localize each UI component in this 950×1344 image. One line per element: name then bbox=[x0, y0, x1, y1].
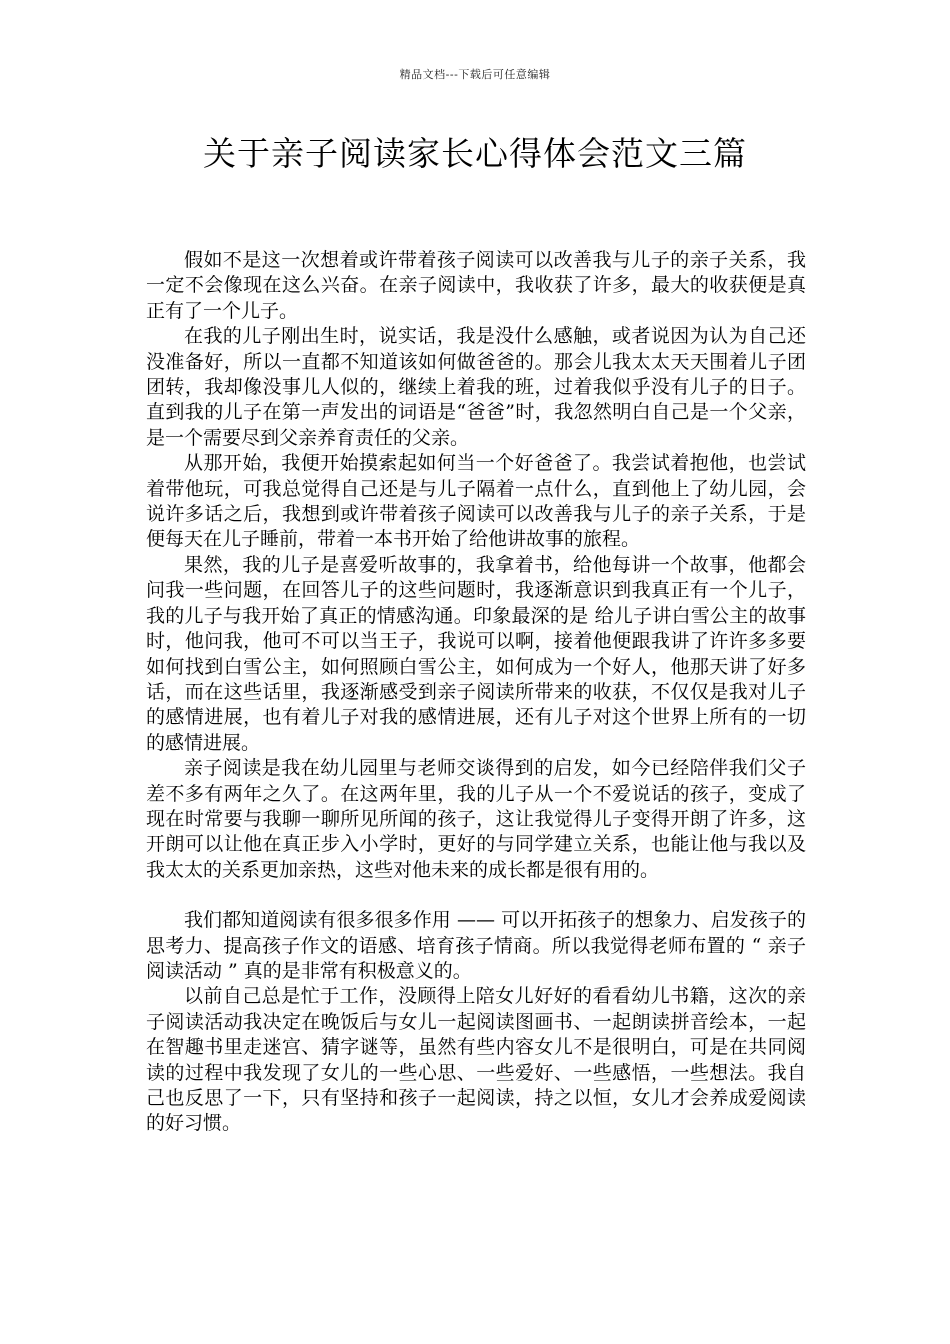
paragraph: 果然，我的儿子是喜爱听故事的，我拿着书，给他每讲一个故事，他都会问我一些问题，在回答儿子的这些问题时，我逐渐意识到我真正有一个儿子，我的儿子与我开始了真正的情感沟通。印象最深的是 给儿子讲白雪公主的故事时，他问我，他可不可以当王子，我说可以啊，接着他便跟我讲了许许多多要如何找到白雪公主，如何照顾白雪公主，如何成为一个好人，他那天讲了好多话，而在这些话里，我逐渐感受到亲子阅读所带来的收获，不仅仅是我对儿子的感情进展，也有着儿子对我的感情进展，还有儿子对这个世界上所有的一切的感情进展。 bbox=[146, 553, 806, 754]
paragraph: 从那开始，我便开始摸索起如何当一个好爸爸了。我尝试着抱他，也尝试着带他玩，可我总觉得自己还是与儿子隔着一点什么，直到他上了幼儿园，会说许多话之后，我想到或许带着孩子阅读可以改善我与儿子的亲子关系，于是便每天在儿子睡前，带着一本书开始了给他讲故事的旅程。 bbox=[146, 452, 806, 551]
paragraph: 在我的儿子刚出生时，说实话，我是没什么感触，或者说因为认为自己还没准备好，所以一直都不知道该如何做爸爸的。那会儿我太太天天围着儿子团团转，我却像没事儿人似的，继续上着我的班，过着我似乎没有儿子的日子。直到我的儿子在第一声发出的词语是“爸爸”时，我忽然明白自己是一个父亲，是一个需要尽到父亲养育责任的父亲。 bbox=[146, 325, 806, 449]
paragraph: 亲子阅读是我在幼儿园里与老师交谈得到的启发，如今已经陪伴我们父子差不多有两年之久了。在这两年里，我的儿子从一个不爱说话的孩子，变成了现在时常要与我聊一聊所见所闻的孩子，这让我觉得儿子变得开朗了许多，这开朗可以让他在真正步入小学时，更好的与同学建立关系，也能让他与我以及我太太的关系更加亲热，这些对他未来的成长都是很有用的。 bbox=[146, 757, 806, 881]
header-note: 精品文档---下载后可任意编辑 bbox=[399, 68, 551, 81]
paragraph: 以前自己总是忙于工作，没顾得上陪女儿好好的看看幼儿书籍，这次的亲子阅读活动我决定在晚饭后与女儿一起阅读图画书、一起朗读拼音绘本，一起在智趣书里走迷宫、猜字谜等，虽然有些内容女儿不是很明白，可是在共同阅读的过程中我发现了女儿的一些心思、一些爱好、一些感悟，一些想法。我自己也反思了一下，只有坚持和孩子一起阅读，持之以恒，女儿才会养成爱阅读的好习惯。 bbox=[146, 985, 806, 1135]
paragraph: 我们都知道阅读有很多很多作用 —— 可以开拓孩子的想象力、启发孩子的思考力、提高孩子作文的语感、培育孩子情商。所以我觉得老师布置的 “ 亲子阅读活动 ” 真的是非常有积极意义的。 bbox=[146, 909, 806, 982]
paragraph: 假如不是这一次想着或许带着孩子阅读可以改善我与儿子的亲子关系，我一定不会像现在这么兴奋。在亲子阅读中，我收获了许多，最大的收获便是真正有了一个儿子。 bbox=[146, 249, 806, 322]
article-body bbox=[146, 248, 806, 1137]
section-spacer bbox=[146, 883, 806, 908]
page-title: 关于亲子阅读家长心得体会范文三篇 bbox=[203, 134, 747, 173]
